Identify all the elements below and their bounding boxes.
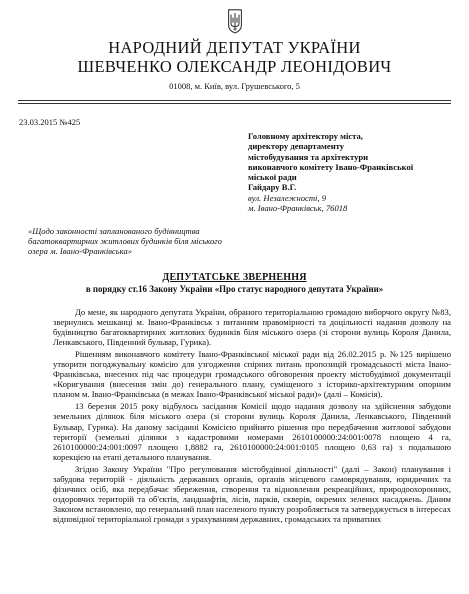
recipient-line: виконавчого комітету Івано-Франківської <box>248 161 414 172</box>
deputy-title: НАРОДНИЙ ДЕПУТАТ УКРАЇНИ <box>108 38 361 57</box>
header-rule-thin <box>18 103 451 104</box>
recipient-address-line: м. Івано-Франківськ, 76018 <box>248 203 348 214</box>
reference-number: 23.03.2015 №425 <box>19 117 81 127</box>
body-paragraph: Згідно Закону України "Про регулювання містобудівної діяльності" (далі – Закон) планування і забудова територій - діяльність державних органів, органів місцевого самоврядування, юридичних та фізичних осіб, яка передбачає збереження, створення та відновлення рекреаційних, природоохоронних, оздоровчих територій та об'єктів, ландшафтів, лісів, парків, скверів, окремих зелених насаджень. Даним Законом встановлено, що генеральний план населеного пункту розробляється та затверджується в інтересах відповідної територіальної громади з урахуванням державних, громадських та приватних <box>53 463 451 524</box>
body-paragraph: До мене, як народного депутата України, обраного територіальною громадою виборчого округу №83, звернулись мешканці м. Івано-Франківськ з питанням правомірності та доцільності надання дозволу на будівництво багатоквартирних житлових будинків біля міського озера (зі сторони вулиць Короля Данила, Ленкавського, Південний бульвар, Гурика). <box>53 307 451 348</box>
appeal-subtitle: в порядку ст.16 Закону України «Про статус народного депутата України» <box>85 284 384 294</box>
trident-emblem-icon <box>227 8 243 34</box>
letter-body <box>53 307 451 526</box>
letter-subject: «Щодо законності запланованого будівництва багатоквартирних житлових будинків біля міського озера м. Івано-Франківська» <box>28 226 222 257</box>
deputy-name: ШЕВЧЕНКО ОЛЕКСАНДР ЛЕОНІДОВИЧ <box>77 57 392 76</box>
recipient-line: містобудування та архітектури <box>248 151 369 162</box>
appeal-title: ДЕПУТАТСЬКЕ ЗВЕРНЕННЯ <box>162 272 307 283</box>
header-rule <box>18 100 451 101</box>
recipient-line: Головному архітектору міста, <box>248 131 363 141</box>
sender-address: 01008, м. Київ, вул. Грушевського, 5 <box>169 81 300 91</box>
body-paragraph: Рішенням виконавчого комітету Івано-Франківської міської ради від 26.02.2015 р. №125 вирішено утворити погоджувальну комісію для узгодження спірних питань пропозицій громадськості міста Івано-Франківська, внесених під час процедури громадського обговорення проекту містобудівної документації «Коригування (внесення змін до) генерального плану, суміщеного з історико-архітектурним опорним планом м. Івано-Франківська (в межах Івано-Франківської міської ради)» (далі – Комісія). <box>53 349 451 400</box>
recipient-name: Гайдару В.Г. <box>248 182 297 193</box>
recipient-line: міської ради <box>248 172 297 183</box>
recipient-address-line: вул. Незалежності, 9 <box>248 192 327 203</box>
recipient-block <box>248 131 468 213</box>
body-paragraph: 13 березня 2015 року відбулось засідання Комісії щодо надання дозволу на здійснення забудови земельних ділянок біля міського озера (зі сторони вулиць Короля Данила, Ленкавського, Південний Бульвар, Гурика). На даному засіданні Комісією прийнято рішення про передбачення житлової забудови території (земельні ділянки з кадастровими номерами 2610100000:24:001:0078 площею 4 га, 2610100000:24:001:0097 площею 1,8882 га, 2610100000:24:001:0105 площею 0,63 га) з подальшою корекцією на етапі детального планування. <box>53 401 451 462</box>
recipient-line: директору департаменту <box>248 141 345 152</box>
